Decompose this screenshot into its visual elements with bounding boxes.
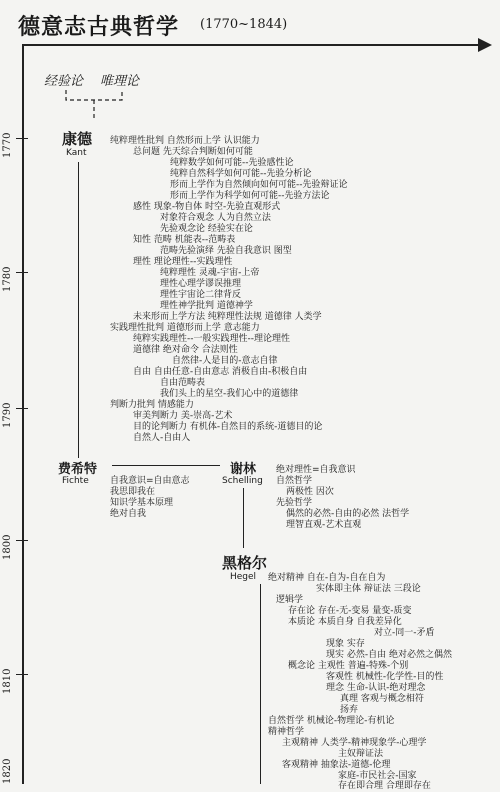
kant-note: 形而上学作为科学如何可能--先验方法论 [170, 191, 330, 201]
year-label: 1780 [2, 266, 13, 292]
kant-note: 感性 现象-物自体 时空-先验直观形式 [133, 202, 281, 212]
hegel-note: 精神哲学 [268, 727, 305, 737]
tick [16, 408, 28, 409]
hegel-note: 对立-同一-矛盾 [374, 628, 435, 638]
hegel-note: 实体即主体 辩证法 三段论 [316, 584, 421, 594]
hegel-note: 现实 必然-自由 绝对必然之偶然 [326, 650, 452, 660]
hegel-note: 客观精神 抽象法-道德-伦理 [282, 760, 391, 770]
kant-note: 先验观念论 经验实在论 [160, 224, 253, 234]
hegel-name-en: Hegel [230, 572, 257, 582]
top-axis-line [22, 44, 484, 46]
kant-note: 范畴先验演绎 先验自我意识 图型 [160, 246, 292, 256]
kant-name-en: Kant [66, 148, 87, 158]
tick [16, 138, 28, 139]
tick [16, 674, 28, 675]
kant-name: 康德 [62, 130, 93, 148]
hegel-note: 存在即合理 合理即存在 [338, 781, 431, 791]
hegel-note: 绝对精神 自在-自为-自在自为 [268, 573, 386, 583]
kant-note: 形而上学作为自然倾向如何可能--先验辩证论 [170, 180, 348, 190]
hegel-note: 概念论 主观性 普遍-特殊-个别 [288, 661, 409, 671]
kant-note: 纯粹数学如何可能--先验感性论 [170, 158, 294, 168]
year-label: 1800 [2, 534, 13, 560]
tick [16, 272, 28, 273]
kant-note: 道德律 绝对命令 合法则性 [133, 345, 238, 355]
hegel-note: 主观精神 人类学-精神现象学-心理学 [282, 738, 427, 748]
kant-note: 理性神学批判 道德神学 [160, 301, 253, 311]
kant-note: 自由 自由任意-自由意志 消极自由-积极自由 [133, 367, 308, 377]
kant-lifeline [78, 162, 79, 458]
hegel-note: 主奴辩证法 [338, 749, 384, 759]
kant-note: 自然律-人是目的-意志自律 [172, 356, 278, 366]
tick [16, 540, 28, 541]
hegel-note: 真理 客观与概念相符 [340, 694, 424, 704]
fichte-note: 知识学基本原理 [110, 498, 174, 508]
kant-note: 纯粹理性 灵魂-宇宙-上帝 [160, 268, 260, 278]
fichte-note: 自我意识=自由意志 [110, 476, 190, 486]
hegel-lifeline [260, 584, 261, 784]
hegel-note: 自然哲学 机械论-物理论-有机论 [268, 716, 395, 726]
kant-note: 我们头上的星空-我们心中的道德律 [160, 389, 299, 399]
schelling-note: 偶然的必然-自由的必然 法哲学 [286, 509, 410, 519]
kant-note: 理性 理论理性--实践理性 [133, 257, 233, 267]
fichte-name-en: Fichte [62, 476, 89, 486]
hegel-note: 理念 生命-认识-绝对理念 [326, 683, 426, 693]
kant-note: 自由范畴表 [160, 378, 206, 388]
kant-note: 未来形而上学方法 纯粹理性法规 道德律 人类学 [133, 312, 322, 322]
kant-note: 对象符合观念 人为自然立法 [160, 213, 271, 223]
kant-note: 实践理性批判 道德形而上学 意志能力 [110, 323, 260, 333]
kant-note: 知性 范畴 机能表--范畴表 [133, 235, 236, 245]
hegel-note: 本质论 本质自身 自我差异化 [288, 617, 402, 627]
year-label: 1810 [2, 668, 13, 694]
fichte-to-schelling-line [112, 465, 220, 466]
schelling-note: 理智直观-艺术直观 [286, 520, 362, 530]
schelling-note: 自然哲学 [276, 476, 313, 486]
school-bracket [60, 88, 130, 128]
hegel-note: 现象 实存 [326, 639, 365, 649]
hegel-note: 家庭-市民社会-国家 [338, 771, 417, 781]
hegel-note: 存在论 存在-无-变易 量变-质变 [288, 606, 412, 616]
kant-note: 理性心理学谬误推理 [160, 279, 242, 289]
schelling-lifeline [243, 488, 244, 548]
year-label: 1790 [2, 402, 13, 428]
year-label: 1820 [2, 758, 13, 784]
year-label: 1770 [2, 132, 13, 158]
kant-note: 纯粹自然科学如何可能--先验分析论 [170, 169, 312, 179]
kant-note: 纯粹实践理性--一般实践理性--理论理性 [133, 334, 290, 344]
axis-arrow-icon [478, 38, 492, 52]
kant-note: 审美判断力 美-崇高-艺术 [133, 411, 233, 421]
kant-note: 理性宇宙论二律背反 [160, 290, 242, 300]
kant-note: 目的论判断力 有机体-自然目的系统-道德目的论 [133, 422, 323, 432]
schelling-name-en: Schelling [222, 476, 263, 486]
title-years: (1770~1844) [200, 17, 288, 32]
school-empiricism: 经验论 [44, 74, 84, 89]
kant-note: 自然人-自由人 [133, 433, 191, 443]
hegel-name: 黑格尔 [222, 554, 268, 572]
kant-note: 总问题 先天综合判断如何可能 [133, 147, 253, 157]
page-title: 德意志古典哲学 [18, 15, 180, 40]
fichte-note: 我思即我在 [110, 487, 156, 497]
fichte-note: 绝对自我 [110, 509, 147, 519]
hegel-note: 客观性 机械性-化学性-目的性 [326, 672, 444, 682]
schelling-note: 绝对理性=自我意识 [276, 465, 356, 475]
schelling-name: 谢林 [230, 462, 257, 477]
hegel-note: 扬弃 [340, 705, 359, 715]
school-rationalism: 唯理论 [100, 74, 140, 89]
kant-note: 纯粹理性批判 自然形而上学 认识能力 [110, 136, 260, 146]
schelling-note: 两极性 因次 [286, 487, 334, 497]
schelling-note: 先验哲学 [276, 498, 313, 508]
hegel-note: 逻辑学 [276, 595, 304, 605]
kant-note: 判断力批判 情感能力 [110, 400, 194, 410]
fichte-name: 费希特 [58, 462, 98, 477]
